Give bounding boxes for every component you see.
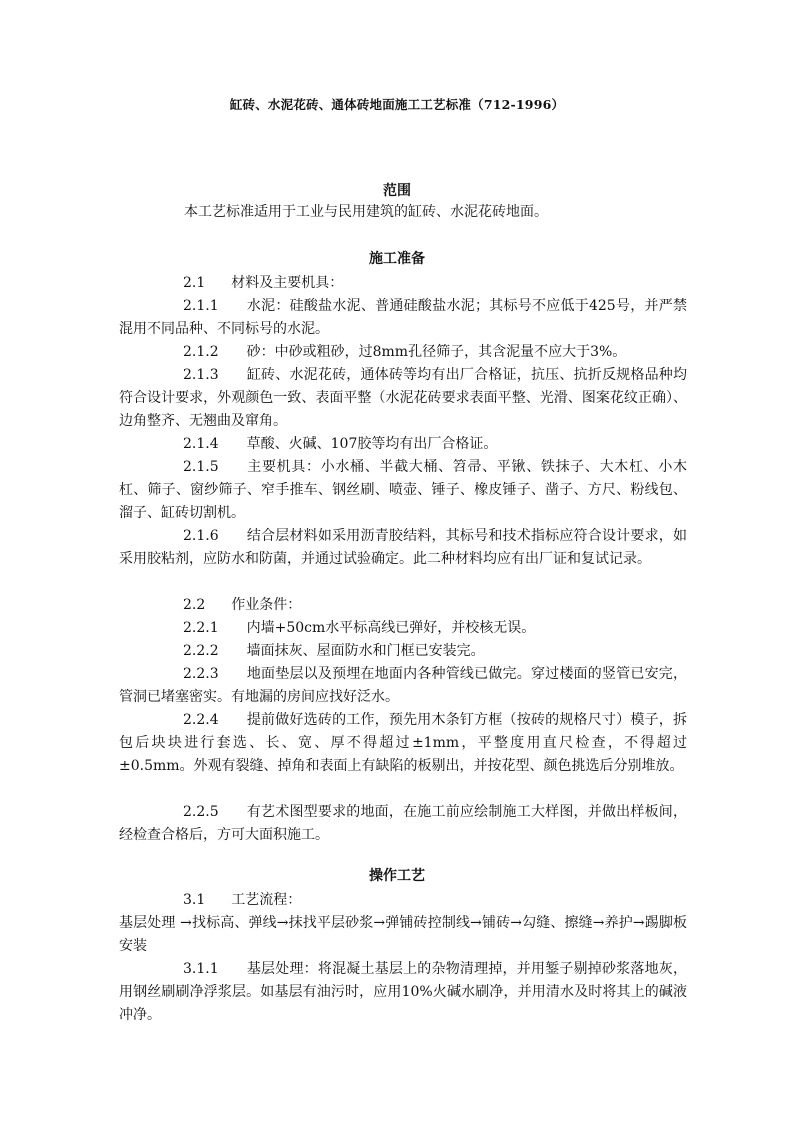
clause-3-1 <box>119 889 687 912</box>
scope-text: 本工艺标准适用于工业与民用建筑的缸砖、水泥花砖地面。 <box>184 204 548 220</box>
clause-number: 2.2 <box>183 597 206 613</box>
clause-text: 材料及主要机具： <box>231 275 344 291</box>
clause-number: 2.1.4 <box>183 436 219 452</box>
clause-2-1-2 <box>119 341 687 364</box>
clause-text: 基层处理：将混凝土基层上的杂物清理掉，并用錾子剔掉砂浆落地灰，用钢丝刷刷净浮浆层。如基层有油污时，应用10%火碱水刷净，并用清水及时将其上的碱液冲净。 <box>119 961 687 1023</box>
clause-text: 草酸、火碱、107胶等均有出厂合格证。 <box>246 436 498 452</box>
clause-text: 有艺术图型要求的地面，在施工前应绘制施工大样图，并做出样板间，经检查合格后，方可大面积施工。 <box>119 804 687 843</box>
clause-2-1-6 <box>119 525 687 571</box>
clause-number: 2.1.1 <box>183 298 219 314</box>
clause-number: 2.1.2 <box>183 344 219 360</box>
clause-2-1-5 <box>119 456 687 525</box>
clause-2-1-3 <box>119 364 687 433</box>
clause-text: 作业条件： <box>231 597 302 613</box>
clause-text: 主要机具：小水桶、半截大桶、笤帚、平锹、铁抹子、大木杠、小木杠、筛子、窗纱筛子、窄手推车、钢丝刷、喷壶、锤子、橡皮锤子、凿子、方尺、粉线包、溜子、缸砖切割机。 <box>119 459 687 521</box>
clause-text: 墙面抹灰、屋面防水和门框已安装完。 <box>246 643 485 659</box>
clause-text: 缸砖、水泥花砖，通体砖等均有出厂合格证，抗压、抗折反规格品种均符合设计要求，外观颜色一致、表面平整（水泥花砖要求表面平整、光滑、图案花纹正确）、边角整齐、无翘曲及窜角。 <box>119 367 687 429</box>
clause-2-2 <box>119 594 687 617</box>
clause-number: 2.1.6 <box>183 528 219 544</box>
clause-number: 2.1.3 <box>183 367 219 383</box>
document-title: 缸砖、水泥花砖、通体砖地面施工工艺标准（712-1996） <box>229 97 565 112</box>
clause-text: 水泥：硅酸盐水泥、普通硅酸盐水泥；其标号不应低于425号，并严禁混用不同品种、不同标号的水泥。 <box>119 298 687 337</box>
clause-text: 工艺流程： <box>231 892 302 908</box>
clause-number: 2.2.4 <box>183 712 219 728</box>
clause-text: 砂：中砂或粗砂，过8mm孔径筛子，其含泥量不应大于3%。 <box>246 344 627 360</box>
clause-2-2-4 <box>119 709 687 778</box>
clause-text: 地面垫层以及预埋在地面内各种管线已做完。穿过楼面的竖管已安完，管洞已堵塞密实。有地漏的房间应找好泛水。 <box>119 666 687 705</box>
clause-2-1-1 <box>119 295 687 341</box>
clause-text: 结合层材料如采用沥青胶结料，其标号和技术指标应符合设计要求，如采用胶粘剂，应防水和防菌，并通过试验确定。此二种材料均应有出厂证和复试记录。 <box>119 528 687 567</box>
heading-operations: 操作工艺 <box>369 868 425 884</box>
heading-preparation: 施工准备 <box>369 251 425 267</box>
clause-2-2-3 <box>119 663 687 709</box>
clause-2-1 <box>119 272 687 295</box>
clause-2-2-5 <box>119 801 687 847</box>
clause-text: 内墙+50cm水平标高线已弹好，并校核无误。 <box>246 620 536 636</box>
clause-text: 提前做好选砖的工作，预先用木条钉方框（按砖的规格尺寸）模子，拆包后块块进行套选、长、宽、厚不得超过±1mm，平整度用直尺检查，不得超过±0.5mm。外观有裂缝、掉角和表面上有缺陷的板剔出，并按花型、颜色挑选后分别堆放。 <box>119 712 687 774</box>
clause-2-2-1 <box>119 617 687 640</box>
clause-number: 3.1 <box>183 892 206 908</box>
clause-number: 2.2.1 <box>183 620 219 636</box>
clause-number: 3.1.1 <box>183 961 219 977</box>
clause-2-2-2 <box>119 640 687 663</box>
clause-number: 2.2.5 <box>183 804 219 820</box>
clause-number: 2.1.5 <box>183 459 219 475</box>
heading-scope: 范围 <box>383 183 411 199</box>
clause-number: 2.1 <box>183 275 206 291</box>
clause-number: 2.2.3 <box>183 666 219 682</box>
process-flow: 基层处理 →找标高、弹线→抹找平层砂浆→弹铺砖控制线→铺砖→勾缝、擦缝→养护→踢脚板安装 <box>119 915 687 954</box>
clause-2-1-4 <box>119 433 687 456</box>
clause-3-1-1 <box>119 958 687 1027</box>
clause-number: 2.2.2 <box>183 643 219 659</box>
